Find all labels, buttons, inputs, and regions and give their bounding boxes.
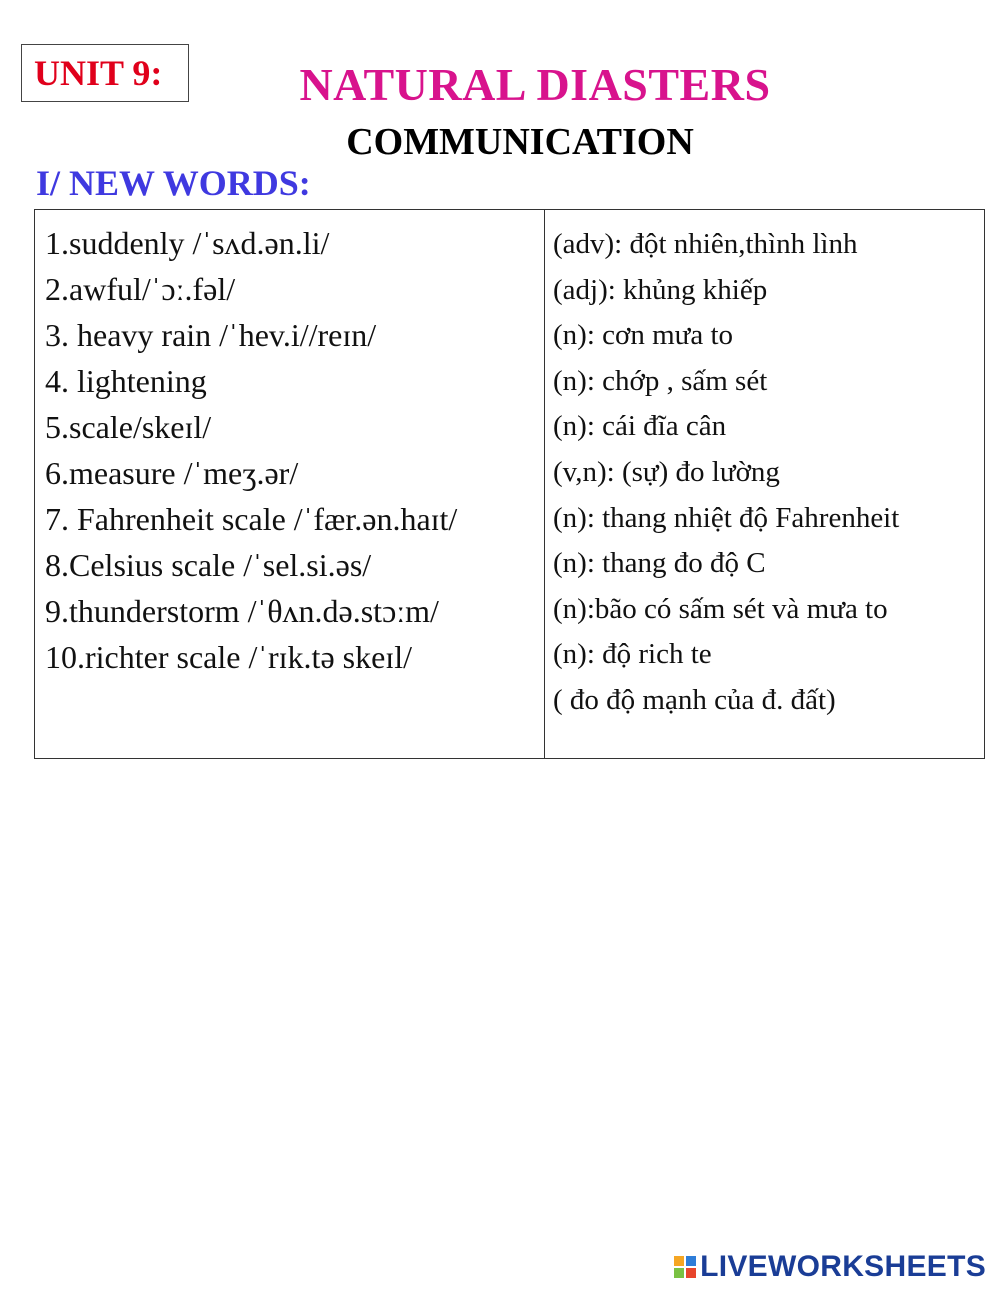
logo-text: LIVEWORKSHEETS <box>700 1250 986 1283</box>
word-item: 10.richter scale /ˈrɪk.tə skeɪl/ <box>45 639 412 675</box>
vocabulary-table <box>34 209 985 759</box>
liveworksheets-logo <box>674 1250 986 1284</box>
meaning-item: (n):bão có sấm sét và mưa to <box>553 592 888 625</box>
word-item: 9.thunderstorm /ˈθʌn.də.stɔːm/ <box>45 593 439 629</box>
logo-square <box>686 1256 696 1266</box>
word-item: 6.measure /ˈmeʒ.ər/ <box>45 455 299 491</box>
section-heading: I/ NEW WORDS: <box>36 163 311 203</box>
page-title: NATURAL DIASTERS <box>299 59 771 110</box>
logo-square <box>674 1256 684 1266</box>
word-item: 5.scale/skeɪl/ <box>45 409 212 445</box>
word-item: 4. lightening <box>45 363 207 399</box>
logo-mark-icon <box>674 1256 696 1278</box>
meaning-item: (adj): khủng khiếp <box>553 273 768 306</box>
meanings-column <box>545 210 984 758</box>
words-column <box>35 210 545 758</box>
meaning-item: (adv): đột nhiên,thình lình <box>553 228 858 260</box>
word-item: 7. Fahrenheit scale /ˈfær.ən.haɪt/ <box>45 501 458 537</box>
word-item: 2.awful/ˈɔː.fəl/ <box>45 271 236 307</box>
meaning-item: (n): thang đo độ C <box>553 547 766 580</box>
unit-label: UNIT 9: <box>21 44 189 102</box>
word-item: 1.suddenly /ˈsʌd.ən.li/ <box>45 225 330 261</box>
logo-square <box>674 1268 684 1278</box>
word-item: 3. heavy rain /ˈhev.i//reɪn/ <box>45 317 377 353</box>
meaning-item: (n): chớp , sấm sét <box>553 364 768 397</box>
meaning-item: (v,n): (sự) đo lường <box>553 455 780 488</box>
meaning-item: (n): cơn mưa to <box>553 319 734 352</box>
meaning-item: (n): thang nhiệt độ Fahrenheit <box>553 501 900 534</box>
logo-square <box>686 1268 696 1278</box>
meaning-item: (n): cái đĩa cân <box>553 410 727 443</box>
word-item: 8.Celsius scale /ˈsel.si.əs/ <box>45 547 372 583</box>
meaning-item: (n): độ rich te <box>553 638 712 671</box>
meaning-item: ( đo độ mạnh của đ. đất) <box>553 683 836 716</box>
page-subtitle: COMMUNICATION <box>346 121 694 163</box>
